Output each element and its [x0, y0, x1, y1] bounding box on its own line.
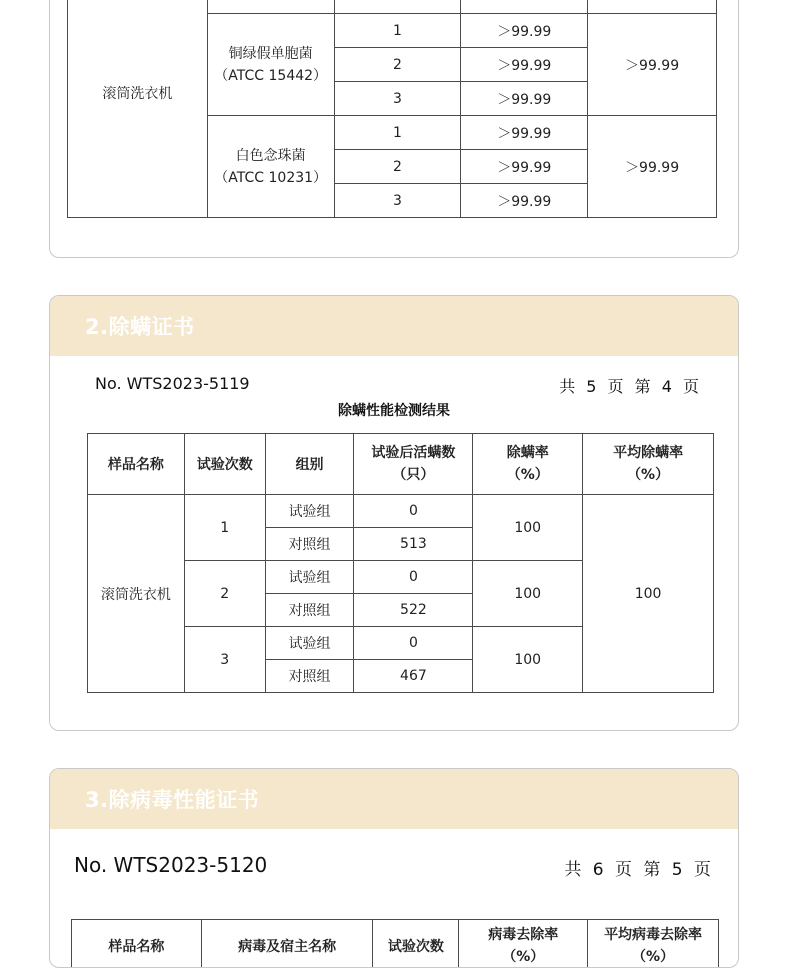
value-cell: ＞99.99: [461, 14, 588, 48]
col-rate-line1: 病毒去除率: [459, 924, 587, 946]
avg-cell: ＞99.99: [588, 116, 717, 218]
trial-cell: 3: [334, 184, 461, 218]
avg-cell: ＞99.99: [588, 14, 717, 116]
mites-cell: 0: [354, 561, 473, 594]
col-trial: 试验次数: [373, 920, 459, 968]
col-mites-line2: （只）: [354, 464, 472, 486]
rate-cell: 100: [473, 627, 583, 693]
group-cell: 试验组: [265, 561, 354, 594]
col-avg: [583, 434, 714, 495]
trial-cell: 1: [334, 116, 461, 150]
trial-cell: 2: [334, 150, 461, 184]
col-mites-line1: 试验后活螨数: [354, 442, 472, 464]
mites-cell: 467: [354, 660, 473, 693]
col-mites: [354, 434, 473, 495]
value-cell: [461, 0, 588, 14]
section-header: 2.除螨证书: [50, 296, 738, 356]
sample-name-cell: 滚筒洗衣机: [88, 495, 185, 693]
value-cell: ＞99.99: [461, 48, 588, 82]
trial-cell: 3: [334, 82, 461, 116]
group-cell: 对照组: [265, 528, 354, 561]
sample-name-cell: 滚筒洗衣机: [68, 0, 208, 218]
virus-removal-card: [49, 768, 739, 968]
col-avg: [588, 920, 719, 968]
strain-code: （ATCC 10231）: [208, 167, 334, 189]
antibacterial-card: [49, 0, 739, 258]
mites-cell: 513: [354, 528, 473, 561]
strain-name: 白色念珠菌: [208, 145, 334, 167]
virus-table: [71, 919, 719, 968]
col-trial: 试验次数: [184, 434, 265, 495]
antibacterial-table: [67, 0, 717, 218]
col-rate-line2: （%）: [473, 464, 582, 486]
mite-removal-card: [49, 295, 739, 731]
group-cell: 试验组: [265, 627, 354, 660]
col-avg-line2: （%）: [583, 464, 713, 486]
page-info: 共 5 页 第 4 页: [559, 374, 702, 397]
page-info: 共 6 页 第 5 页: [564, 855, 714, 880]
col-sample: 样品名称: [88, 434, 185, 495]
trial-cell: 1: [184, 495, 265, 561]
group-cell-prev: [207, 0, 334, 14]
strain-cell: [207, 14, 334, 116]
col-rate-line2: （%）: [459, 946, 587, 968]
rate-cell: 100: [473, 495, 583, 561]
trial-cell: 2: [334, 48, 461, 82]
group-cell: 对照组: [265, 660, 354, 693]
col-rate-line1: 除螨率: [473, 442, 582, 464]
mites-cell: 0: [354, 627, 473, 660]
trial-cell: 1: [334, 14, 461, 48]
col-rate: [473, 434, 583, 495]
trial-cell: 3: [184, 627, 265, 693]
value-cell: ＞99.99: [461, 184, 588, 218]
rate-cell: 100: [473, 561, 583, 627]
col-avg-line1: 平均病毒去除率: [588, 924, 718, 946]
col-group: 组别: [265, 434, 354, 495]
col-avg-line2: （%）: [588, 946, 718, 968]
col-virus: 病毒及宿主名称: [201, 920, 373, 968]
mite-table: [87, 433, 714, 693]
avg-cell-prev: [588, 0, 717, 14]
strain-name: 铜绿假单胞菌: [208, 43, 334, 65]
report-number: No. WTS2023-5120: [74, 853, 267, 877]
trial-cell: [334, 0, 461, 14]
col-rate: [459, 920, 588, 968]
mites-cell: 522: [354, 594, 473, 627]
strain-cell: [207, 116, 334, 218]
group-cell: 对照组: [265, 594, 354, 627]
col-avg-line1: 平均除螨率: [583, 442, 713, 464]
col-sample: 样品名称: [72, 920, 202, 968]
trial-cell: 2: [184, 561, 265, 627]
value-cell: ＞99.99: [461, 150, 588, 184]
avg-cell: 100: [583, 495, 714, 693]
group-cell: 试验组: [265, 495, 354, 528]
table-title: 除螨性能检测结果: [50, 400, 738, 420]
value-cell: ＞99.99: [461, 116, 588, 150]
value-cell: ＞99.99: [461, 82, 588, 116]
mites-cell: 0: [354, 495, 473, 528]
section-header: 3.除病毒性能证书: [50, 769, 738, 829]
strain-code: （ATCC 15442）: [208, 65, 334, 87]
report-number: No. WTS2023-5119: [95, 374, 250, 393]
